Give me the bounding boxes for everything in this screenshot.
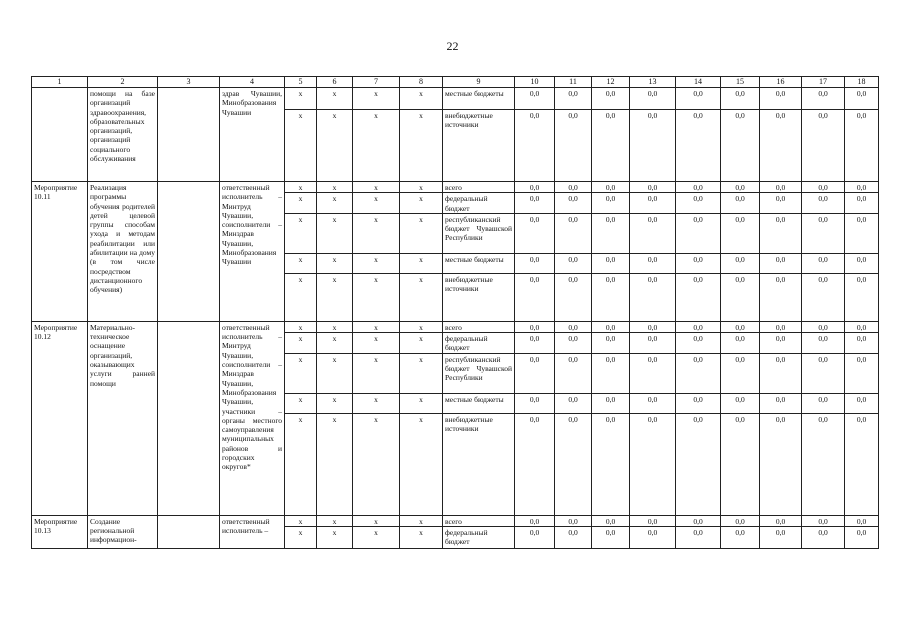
value-cell: 0,0 (555, 273, 592, 321)
x-mark-cell: х (353, 273, 400, 321)
column-header: 14 (676, 77, 721, 88)
x-mark-cell: х (400, 393, 443, 413)
value-cell: 0,0 (845, 182, 879, 193)
executor-cell: здрав Чувашии, Минобразования Чувашии (220, 88, 285, 182)
empty-cell (158, 321, 220, 515)
value-cell: 0,0 (721, 333, 760, 354)
value-cell: 0,0 (515, 333, 555, 354)
x-mark-cell: х (400, 515, 443, 526)
value-cell: 0,0 (592, 393, 630, 413)
column-header: 3 (158, 77, 220, 88)
value-cell: 0,0 (721, 213, 760, 253)
value-cell: 0,0 (760, 515, 802, 526)
column-header: 11 (555, 77, 592, 88)
value-cell: 0,0 (845, 321, 879, 332)
activity-name-cell: Реализация программы обучения родителей детей целевой группы способам ухода и методам реабилитации или абилитации на дому (в том числе посредством дистанционного обучения) (88, 182, 158, 322)
value-cell: 0,0 (845, 110, 879, 182)
value-cell: 0,0 (721, 393, 760, 413)
funding-source-cell: всего (443, 321, 515, 332)
value-cell: 0,0 (845, 193, 879, 214)
table-row (32, 182, 879, 193)
activity-name-cell: Создание региональной информацион- (88, 515, 158, 548)
x-mark-cell: х (400, 182, 443, 193)
value-cell: 0,0 (592, 213, 630, 253)
value-cell: 0,0 (515, 413, 555, 515)
value-cell: 0,0 (802, 527, 845, 549)
x-mark-cell: х (353, 88, 400, 110)
x-mark-cell: х (285, 110, 317, 182)
value-cell: 0,0 (592, 527, 630, 549)
value-cell: 0,0 (630, 193, 676, 214)
funding-source-cell: всего (443, 182, 515, 193)
x-mark-cell: х (285, 393, 317, 413)
financing-table (31, 76, 879, 549)
value-cell: 0,0 (802, 110, 845, 182)
value-cell: 0,0 (802, 253, 845, 273)
value-cell: 0,0 (630, 182, 676, 193)
value-cell: 0,0 (555, 110, 592, 182)
value-cell: 0,0 (630, 321, 676, 332)
column-header: 8 (400, 77, 443, 88)
value-cell: 0,0 (721, 193, 760, 214)
x-mark-cell: х (285, 253, 317, 273)
value-cell: 0,0 (760, 193, 802, 214)
value-cell: 0,0 (760, 353, 802, 393)
x-mark-cell: х (285, 515, 317, 526)
value-cell: 0,0 (515, 110, 555, 182)
activity-cell: Мероприятие 10.11 (32, 182, 88, 322)
x-mark-cell: х (285, 413, 317, 515)
column-header: 13 (630, 77, 676, 88)
x-mark-cell: х (353, 527, 400, 549)
value-cell: 0,0 (760, 88, 802, 110)
value-cell: 0,0 (515, 253, 555, 273)
x-mark-cell: х (400, 88, 443, 110)
column-header: 2 (88, 77, 158, 88)
x-mark-cell: х (285, 353, 317, 393)
value-cell: 0,0 (630, 527, 676, 549)
value-cell: 0,0 (676, 527, 721, 549)
value-cell: 0,0 (515, 515, 555, 526)
value-cell: 0,0 (630, 333, 676, 354)
value-cell: 0,0 (721, 273, 760, 321)
column-header: 6 (317, 77, 353, 88)
value-cell: 0,0 (592, 110, 630, 182)
value-cell: 0,0 (802, 193, 845, 214)
value-cell: 0,0 (555, 321, 592, 332)
value-cell: 0,0 (802, 393, 845, 413)
value-cell: 0,0 (802, 273, 845, 321)
funding-source-cell: местные бюджеты (443, 393, 515, 413)
value-cell: 0,0 (760, 273, 802, 321)
value-cell: 0,0 (676, 88, 721, 110)
x-mark-cell: х (285, 213, 317, 253)
value-cell: 0,0 (676, 393, 721, 413)
column-header: 7 (353, 77, 400, 88)
x-mark-cell: х (400, 321, 443, 332)
x-mark-cell: х (317, 527, 353, 549)
x-mark-cell: х (353, 353, 400, 393)
x-mark-cell: х (353, 213, 400, 253)
value-cell: 0,0 (676, 253, 721, 273)
x-mark-cell: х (285, 193, 317, 214)
executor-cell: ответственный исполнитель – Минтруд Чувашии, соисполнители – Минздрав Чувашии, Минобразования Чувашии, участники – органы местного самоуправления муниципальных районов и городских округов* (220, 321, 285, 515)
column-header: 10 (515, 77, 555, 88)
value-cell: 0,0 (630, 110, 676, 182)
x-mark-cell: х (317, 88, 353, 110)
value-cell: 0,0 (721, 353, 760, 393)
value-cell: 0,0 (802, 88, 845, 110)
x-mark-cell: х (400, 527, 443, 549)
value-cell: 0,0 (592, 253, 630, 273)
column-header: 12 (592, 77, 630, 88)
activity-name-cell: Материально-техническое оснащение организаций, оказывающих услуги ранней помощи (88, 321, 158, 515)
x-mark-cell: х (400, 193, 443, 214)
funding-source-cell: федеральный бюджет (443, 527, 515, 549)
funding-source-cell: федеральный бюджет (443, 333, 515, 354)
value-cell: 0,0 (515, 88, 555, 110)
activity-cell: Мероприятие 10.13 (32, 515, 88, 548)
value-cell: 0,0 (760, 333, 802, 354)
value-cell: 0,0 (802, 321, 845, 332)
value-cell: 0,0 (721, 110, 760, 182)
x-mark-cell: х (285, 182, 317, 193)
table-row (32, 88, 879, 110)
x-mark-cell: х (400, 353, 443, 393)
column-header: 9 (443, 77, 515, 88)
value-cell: 0,0 (592, 321, 630, 332)
x-mark-cell: х (317, 193, 353, 214)
value-cell: 0,0 (592, 333, 630, 354)
value-cell: 0,0 (555, 333, 592, 354)
value-cell: 0,0 (555, 393, 592, 413)
value-cell: 0,0 (592, 193, 630, 214)
funding-source-cell: местные бюджеты (443, 88, 515, 110)
value-cell: 0,0 (676, 182, 721, 193)
value-cell: 0,0 (515, 353, 555, 393)
table-row (32, 321, 879, 332)
executor-cell: ответственный исполнитель – Минтруд Чувашии, соисполнители – Минздрав Чувашии, Минобразования Чувашии (220, 182, 285, 322)
column-header: 17 (802, 77, 845, 88)
value-cell: 0,0 (760, 527, 802, 549)
value-cell: 0,0 (845, 353, 879, 393)
value-cell: 0,0 (760, 253, 802, 273)
value-cell: 0,0 (802, 353, 845, 393)
value-cell: 0,0 (592, 273, 630, 321)
x-mark-cell: х (400, 273, 443, 321)
value-cell: 0,0 (721, 321, 760, 332)
funding-source-cell: внебюджетные источники (443, 273, 515, 321)
value-cell: 0,0 (630, 273, 676, 321)
funding-source-cell: местные бюджеты (443, 253, 515, 273)
x-mark-cell: х (285, 333, 317, 354)
value-cell: 0,0 (630, 413, 676, 515)
value-cell: 0,0 (515, 321, 555, 332)
x-mark-cell: х (353, 333, 400, 354)
value-cell: 0,0 (721, 515, 760, 526)
x-mark-cell: х (317, 253, 353, 273)
x-mark-cell: х (400, 253, 443, 273)
value-cell: 0,0 (555, 182, 592, 193)
value-cell: 0,0 (630, 353, 676, 393)
value-cell: 0,0 (592, 413, 630, 515)
activity-name-cell: помощи на базе организаций здравоохранения, образовательных организаций, организаций социального обслуживания (88, 88, 158, 182)
empty-cell (158, 182, 220, 322)
value-cell: 0,0 (676, 413, 721, 515)
value-cell: 0,0 (845, 515, 879, 526)
value-cell: 0,0 (760, 110, 802, 182)
value-cell: 0,0 (555, 193, 592, 214)
value-cell: 0,0 (555, 353, 592, 393)
x-mark-cell: х (317, 413, 353, 515)
value-cell: 0,0 (630, 88, 676, 110)
value-cell: 0,0 (592, 88, 630, 110)
funding-source-cell: республиканский бюджет Чувашской Республики (443, 353, 515, 393)
funding-source-cell: внебюджетные источники (443, 413, 515, 515)
x-mark-cell: х (400, 413, 443, 515)
x-mark-cell: х (353, 110, 400, 182)
x-mark-cell: х (353, 253, 400, 273)
value-cell: 0,0 (721, 253, 760, 273)
value-cell: 0,0 (515, 193, 555, 214)
column-header: 15 (721, 77, 760, 88)
activity-cell (32, 88, 88, 182)
empty-cell (158, 515, 220, 548)
x-mark-cell: х (317, 353, 353, 393)
value-cell: 0,0 (676, 213, 721, 253)
value-cell: 0,0 (721, 413, 760, 515)
x-mark-cell: х (285, 321, 317, 332)
value-cell: 0,0 (515, 213, 555, 253)
value-cell: 0,0 (592, 515, 630, 526)
value-cell: 0,0 (676, 273, 721, 321)
value-cell: 0,0 (676, 110, 721, 182)
x-mark-cell: х (317, 321, 353, 332)
value-cell: 0,0 (760, 321, 802, 332)
column-header: 4 (220, 77, 285, 88)
value-cell: 0,0 (592, 182, 630, 193)
empty-cell (158, 88, 220, 182)
x-mark-cell: х (400, 110, 443, 182)
value-cell: 0,0 (676, 333, 721, 354)
value-cell: 0,0 (845, 273, 879, 321)
value-cell: 0,0 (676, 353, 721, 393)
x-mark-cell: х (317, 515, 353, 526)
value-cell: 0,0 (555, 413, 592, 515)
value-cell: 0,0 (760, 393, 802, 413)
value-cell: 0,0 (845, 333, 879, 354)
value-cell: 0,0 (515, 273, 555, 321)
value-cell: 0,0 (845, 253, 879, 273)
header-row (32, 77, 879, 88)
value-cell: 0,0 (802, 413, 845, 515)
column-header: 18 (845, 77, 879, 88)
value-cell: 0,0 (555, 527, 592, 549)
executor-cell: ответственный исполнитель – (220, 515, 285, 548)
column-header: 5 (285, 77, 317, 88)
value-cell: 0,0 (845, 88, 879, 110)
value-cell: 0,0 (630, 213, 676, 253)
funding-source-cell: всего (443, 515, 515, 526)
x-mark-cell: х (353, 515, 400, 526)
value-cell: 0,0 (630, 253, 676, 273)
value-cell: 0,0 (676, 193, 721, 214)
value-cell: 0,0 (845, 413, 879, 515)
x-mark-cell: х (317, 213, 353, 253)
x-mark-cell: х (353, 321, 400, 332)
value-cell: 0,0 (721, 527, 760, 549)
x-mark-cell: х (353, 413, 400, 515)
column-header: 1 (32, 77, 88, 88)
value-cell: 0,0 (802, 182, 845, 193)
x-mark-cell: х (317, 333, 353, 354)
value-cell: 0,0 (845, 393, 879, 413)
x-mark-cell: х (353, 182, 400, 193)
value-cell: 0,0 (515, 393, 555, 413)
value-cell: 0,0 (630, 515, 676, 526)
x-mark-cell: х (353, 193, 400, 214)
page-number: 22 (446, 39, 459, 53)
x-mark-cell: х (285, 273, 317, 321)
funding-source-cell: федеральный бюджет (443, 193, 515, 214)
value-cell: 0,0 (802, 515, 845, 526)
value-cell: 0,0 (555, 213, 592, 253)
value-cell: 0,0 (760, 182, 802, 193)
value-cell: 0,0 (515, 527, 555, 549)
value-cell: 0,0 (555, 515, 592, 526)
value-cell: 0,0 (515, 182, 555, 193)
value-cell: 0,0 (760, 213, 802, 253)
value-cell: 0,0 (845, 527, 879, 549)
value-cell: 0,0 (630, 393, 676, 413)
x-mark-cell: х (353, 393, 400, 413)
x-mark-cell: х (400, 213, 443, 253)
value-cell: 0,0 (760, 413, 802, 515)
x-mark-cell: х (317, 393, 353, 413)
x-mark-cell: х (400, 333, 443, 354)
value-cell: 0,0 (845, 213, 879, 253)
value-cell: 0,0 (592, 353, 630, 393)
value-cell: 0,0 (676, 321, 721, 332)
value-cell: 0,0 (721, 88, 760, 110)
funding-source-cell: республиканский бюджет Чувашской Республики (443, 213, 515, 253)
column-header: 16 (760, 77, 802, 88)
funding-source-cell: внебюджетные источники (443, 110, 515, 182)
value-cell: 0,0 (721, 182, 760, 193)
value-cell: 0,0 (555, 253, 592, 273)
value-cell: 0,0 (555, 88, 592, 110)
activity-cell: Мероприятие 10.12 (32, 321, 88, 515)
x-mark-cell: х (317, 273, 353, 321)
value-cell: 0,0 (802, 213, 845, 253)
x-mark-cell: х (285, 527, 317, 549)
x-mark-cell: х (285, 88, 317, 110)
x-mark-cell: х (317, 110, 353, 182)
value-cell: 0,0 (676, 515, 721, 526)
value-cell: 0,0 (802, 333, 845, 354)
x-mark-cell: х (317, 182, 353, 193)
table-row (32, 515, 879, 526)
